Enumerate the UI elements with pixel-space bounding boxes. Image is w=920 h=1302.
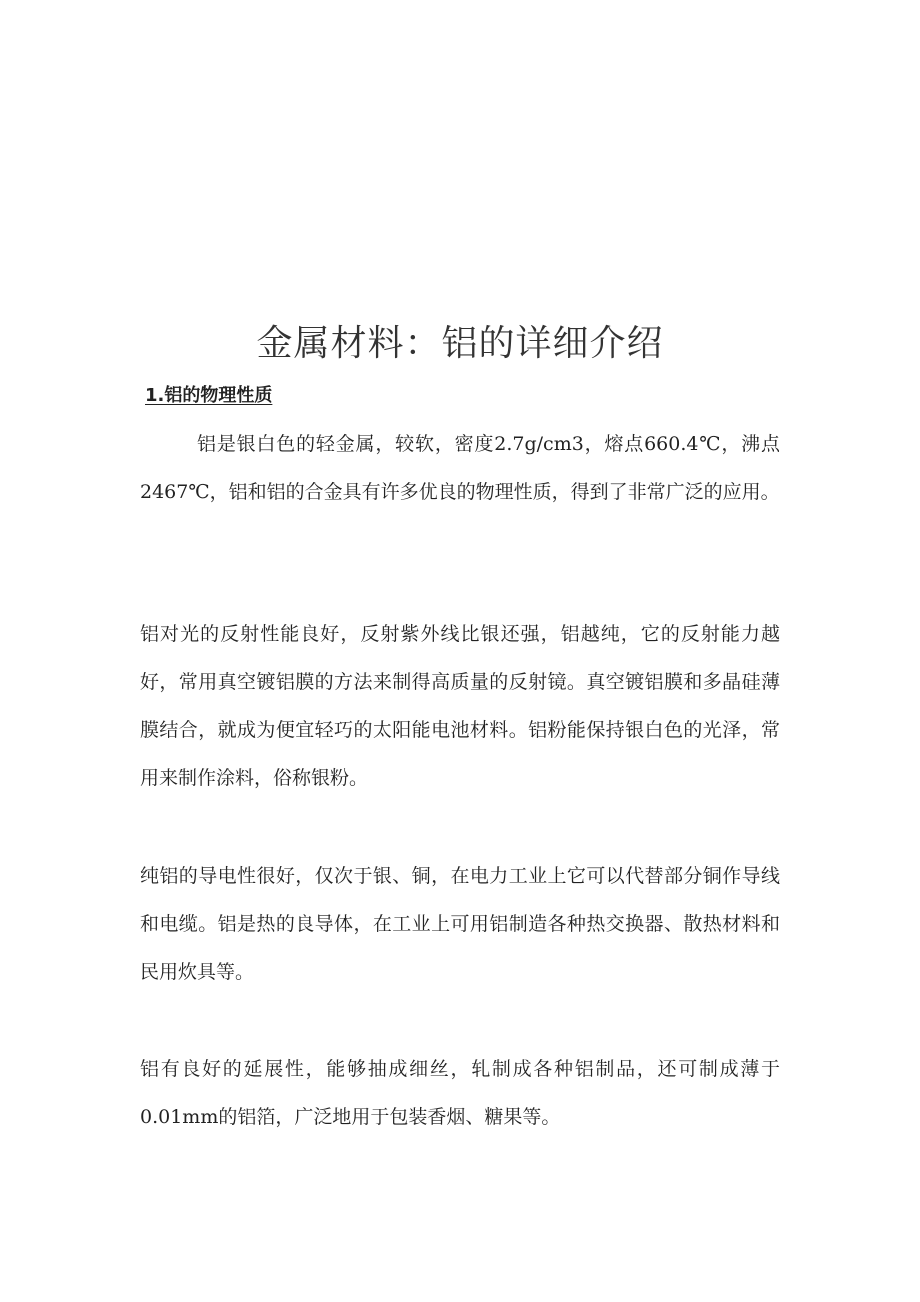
- document-title: 金属材料：铝的详细介绍: [256, 323, 664, 364]
- paragraph-conductivity: 纯铝的导电性很好，仅次于银、铜，在电力工业上它可以代替部分铜作导线和电缆。铝是热的良导体，在工业上可用铝制造各种热交换器、散热材料和民用炊具等。: [140, 865, 780, 983]
- paragraph-physical-properties: 铝是银白色的轻金属，较软，密度2.7g/cm3，熔点660.4℃，沸点2467℃，铝和铝的合金具有许多优良的物理性质，得到了非常广泛的应用。: [140, 433, 780, 503]
- paragraph-ductility: 铝有良好的延展性，能够抽成细丝，轧制成各种铝制品，还可制成薄于0.01mm的铝箔，广泛地用于包装香烟、糖果等。: [140, 1058, 780, 1128]
- paragraph-reflectivity: 铝对光的反射性能良好，反射紫外线比银还强，铝越纯，它的反射能力越好，常用真空镀铝膜的方法来制得高质量的反射镜。真空镀铝膜和多晶硅薄膜结合，就成为便宜轻巧的太阳能电池材料。铝粉能保持银白色的光泽，常用来制作涂料，俗称银粉。: [140, 623, 780, 789]
- section-heading: 1.铝的物理性质: [145, 385, 273, 406]
